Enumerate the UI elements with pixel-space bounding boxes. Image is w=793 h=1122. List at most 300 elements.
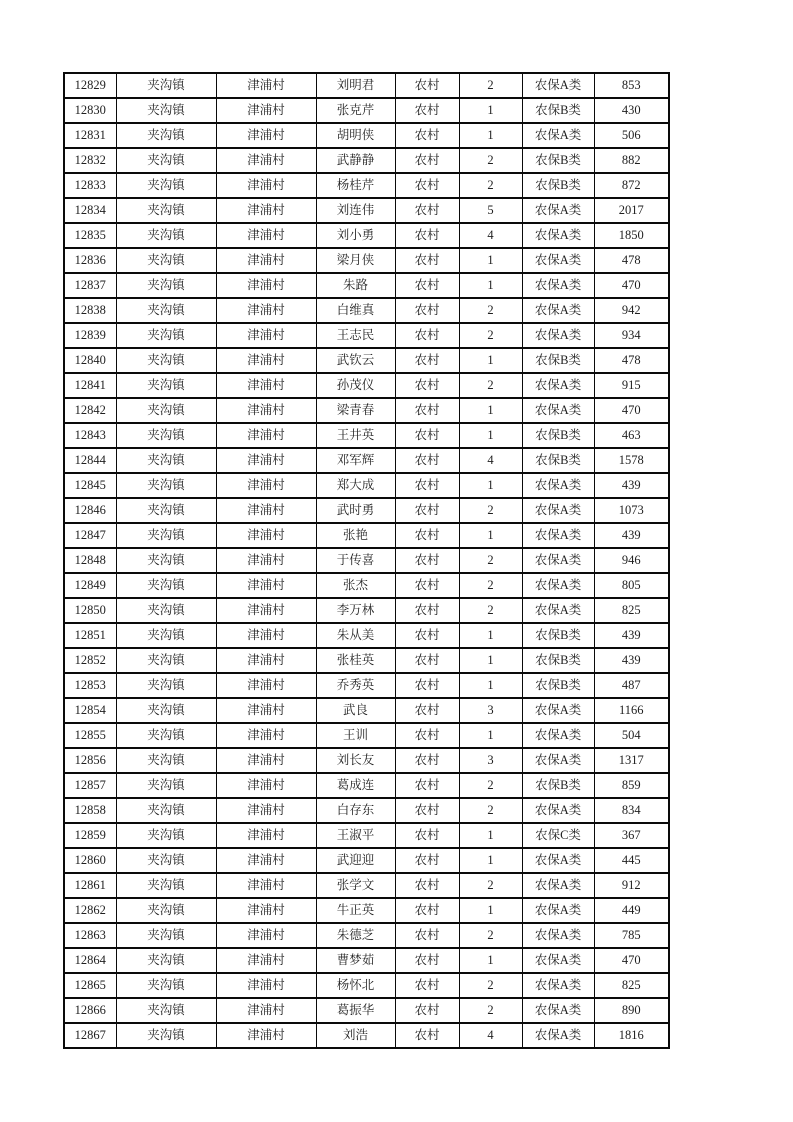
cell-residence: 农村 [395,248,459,273]
cell-category: 农保A类 [522,923,594,948]
table-row [64,623,669,648]
cell-category: 农保B类 [522,648,594,673]
cell-id: 12858 [64,798,116,823]
cell-persons: 2 [459,798,522,823]
cell-id: 12855 [64,723,116,748]
cell-amount: 882 [594,148,669,173]
table-row [64,948,669,973]
cell-name: 武良 [316,698,395,723]
table-row [64,98,669,123]
cell-amount: 942 [594,298,669,323]
cell-category: 农保A类 [522,973,594,998]
table-row [64,823,669,848]
cell-name: 李万林 [316,598,395,623]
cell-id: 12862 [64,898,116,923]
cell-persons: 2 [459,173,522,198]
cell-persons: 4 [459,1023,522,1048]
cell-town: 夹沟镇 [116,323,216,348]
cell-amount: 2017 [594,198,669,223]
cell-category: 农保A类 [522,948,594,973]
cell-amount: 1850 [594,223,669,248]
cell-name: 武时勇 [316,498,395,523]
cell-category: 农保B类 [522,98,594,123]
cell-persons: 1 [459,823,522,848]
cell-residence: 农村 [395,823,459,848]
cell-residence: 农村 [395,423,459,448]
table-row [64,548,669,573]
cell-persons: 2 [459,598,522,623]
cell-persons: 2 [459,973,522,998]
cell-amount: 890 [594,998,669,1023]
cell-town: 夹沟镇 [116,498,216,523]
cell-category: 农保B类 [522,173,594,198]
cell-amount: 912 [594,873,669,898]
cell-category: 农保B类 [522,148,594,173]
cell-residence: 农村 [395,223,459,248]
cell-category: 农保B类 [522,773,594,798]
cell-name: 曹梦茹 [316,948,395,973]
cell-town: 夹沟镇 [116,73,216,98]
cell-name: 白存东 [316,798,395,823]
cell-village: 津浦村 [216,623,316,648]
cell-residence: 农村 [395,273,459,298]
cell-name: 武迎迎 [316,848,395,873]
cell-id: 12866 [64,998,116,1023]
cell-town: 夹沟镇 [116,473,216,498]
cell-id: 12867 [64,1023,116,1048]
cell-id: 12847 [64,523,116,548]
table-row [64,848,669,873]
cell-category: 农保A类 [522,473,594,498]
cell-name: 葛成连 [316,773,395,798]
cell-category: 农保B类 [522,673,594,698]
table-row [64,1023,669,1048]
cell-town: 夹沟镇 [116,548,216,573]
table-body [64,73,669,1048]
table-row [64,573,669,598]
cell-amount: 785 [594,923,669,948]
cell-residence: 农村 [395,948,459,973]
cell-id: 12854 [64,698,116,723]
cell-amount: 1317 [594,748,669,773]
table-row [64,973,669,998]
cell-persons: 2 [459,148,522,173]
cell-village: 津浦村 [216,898,316,923]
table-row [64,323,669,348]
cell-persons: 1 [459,348,522,373]
table-row [64,473,669,498]
cell-village: 津浦村 [216,598,316,623]
cell-id: 12843 [64,423,116,448]
table-row [64,673,669,698]
cell-name: 于传喜 [316,548,395,573]
cell-residence: 农村 [395,573,459,598]
cell-town: 夹沟镇 [116,573,216,598]
cell-amount: 478 [594,248,669,273]
cell-town: 夹沟镇 [116,673,216,698]
cell-residence: 农村 [395,898,459,923]
cell-id: 12837 [64,273,116,298]
cell-amount: 1578 [594,448,669,473]
cell-persons: 2 [459,998,522,1023]
cell-amount: 915 [594,373,669,398]
cell-village: 津浦村 [216,548,316,573]
cell-name: 刘浩 [316,1023,395,1048]
cell-village: 津浦村 [216,98,316,123]
cell-persons: 2 [459,773,522,798]
cell-town: 夹沟镇 [116,348,216,373]
cell-village: 津浦村 [216,298,316,323]
cell-id: 12846 [64,498,116,523]
cell-town: 夹沟镇 [116,798,216,823]
cell-name: 张杰 [316,573,395,598]
cell-residence: 农村 [395,698,459,723]
cell-persons: 2 [459,323,522,348]
cell-persons: 1 [459,898,522,923]
cell-persons: 2 [459,373,522,398]
table-row [64,398,669,423]
cell-id: 12829 [64,73,116,98]
cell-town: 夹沟镇 [116,523,216,548]
cell-id: 12859 [64,823,116,848]
cell-village: 津浦村 [216,448,316,473]
cell-town: 夹沟镇 [116,823,216,848]
cell-town: 夹沟镇 [116,148,216,173]
table-row [64,448,669,473]
cell-amount: 1816 [594,1023,669,1048]
cell-village: 津浦村 [216,873,316,898]
cell-town: 夹沟镇 [116,248,216,273]
cell-name: 武静静 [316,148,395,173]
cell-name: 朱路 [316,273,395,298]
cell-name: 邓军辉 [316,448,395,473]
cell-persons: 2 [459,73,522,98]
cell-id: 12839 [64,323,116,348]
cell-village: 津浦村 [216,323,316,348]
cell-amount: 445 [594,848,669,873]
table-row [64,348,669,373]
cell-category: 农保A类 [522,848,594,873]
cell-town: 夹沟镇 [116,973,216,998]
table-row [64,598,669,623]
cell-persons: 5 [459,198,522,223]
cell-residence: 农村 [395,448,459,473]
cell-amount: 439 [594,648,669,673]
cell-residence: 农村 [395,923,459,948]
cell-category: 农保A类 [522,323,594,348]
cell-name: 刘明君 [316,73,395,98]
cell-amount: 439 [594,473,669,498]
cell-village: 津浦村 [216,73,316,98]
cell-category: 农保A类 [522,373,594,398]
cell-town: 夹沟镇 [116,748,216,773]
cell-category: 农保A类 [522,898,594,923]
cell-id: 12851 [64,623,116,648]
table-row [64,148,669,173]
cell-village: 津浦村 [216,823,316,848]
cell-id: 12856 [64,748,116,773]
cell-residence: 农村 [395,798,459,823]
cell-residence: 农村 [395,323,459,348]
cell-id: 12863 [64,923,116,948]
cell-village: 津浦村 [216,573,316,598]
cell-id: 12849 [64,573,116,598]
cell-residence: 农村 [395,623,459,648]
table-row [64,198,669,223]
cell-persons: 2 [459,498,522,523]
cell-residence: 农村 [395,748,459,773]
cell-amount: 872 [594,173,669,198]
cell-town: 夹沟镇 [116,773,216,798]
cell-residence: 农村 [395,98,459,123]
cell-name: 杨桂芹 [316,173,395,198]
cell-village: 津浦村 [216,523,316,548]
cell-amount: 805 [594,573,669,598]
cell-residence: 农村 [395,148,459,173]
cell-name: 杨怀北 [316,973,395,998]
cell-persons: 1 [459,248,522,273]
cell-id: 12840 [64,348,116,373]
cell-town: 夹沟镇 [116,198,216,223]
cell-amount: 463 [594,423,669,448]
cell-name: 王训 [316,723,395,748]
cell-persons: 1 [459,123,522,148]
cell-amount: 834 [594,798,669,823]
cell-id: 12842 [64,398,116,423]
cell-name: 刘小勇 [316,223,395,248]
table-row [64,423,669,448]
cell-village: 津浦村 [216,498,316,523]
cell-category: 农保A类 [522,723,594,748]
cell-residence: 农村 [395,498,459,523]
cell-id: 12852 [64,648,116,673]
cell-persons: 1 [459,848,522,873]
cell-town: 夹沟镇 [116,1023,216,1048]
cell-amount: 934 [594,323,669,348]
cell-category: 农保A类 [522,748,594,773]
cell-category: 农保A类 [522,798,594,823]
cell-residence: 农村 [395,173,459,198]
cell-village: 津浦村 [216,348,316,373]
cell-category: 农保A类 [522,198,594,223]
cell-town: 夹沟镇 [116,448,216,473]
cell-persons: 1 [459,673,522,698]
cell-persons: 1 [459,398,522,423]
cell-persons: 1 [459,623,522,648]
table-row [64,923,669,948]
cell-persons: 1 [459,723,522,748]
table-row [64,723,669,748]
table-row [64,498,669,523]
cell-amount: 478 [594,348,669,373]
cell-amount: 853 [594,73,669,98]
cell-id: 12833 [64,173,116,198]
cell-village: 津浦村 [216,698,316,723]
cell-category: 农保A类 [522,223,594,248]
cell-residence: 农村 [395,298,459,323]
cell-persons: 1 [459,473,522,498]
table-row [64,373,669,398]
cell-town: 夹沟镇 [116,998,216,1023]
cell-village: 津浦村 [216,473,316,498]
cell-category: 农保A类 [522,598,594,623]
cell-category: 农保A类 [522,1023,594,1048]
cell-id: 12841 [64,373,116,398]
cell-name: 孙茂仪 [316,373,395,398]
cell-amount: 946 [594,548,669,573]
cell-persons: 1 [459,648,522,673]
cell-name: 梁月侠 [316,248,395,273]
cell-id: 12850 [64,598,116,623]
cell-category: 农保A类 [522,998,594,1023]
cell-town: 夹沟镇 [116,848,216,873]
cell-village: 津浦村 [216,848,316,873]
cell-village: 津浦村 [216,398,316,423]
cell-amount: 487 [594,673,669,698]
cell-residence: 农村 [395,548,459,573]
cell-town: 夹沟镇 [116,223,216,248]
cell-persons: 3 [459,698,522,723]
cell-village: 津浦村 [216,373,316,398]
cell-residence: 农村 [395,398,459,423]
cell-village: 津浦村 [216,973,316,998]
cell-category: 农保A类 [522,123,594,148]
table-row [64,123,669,148]
cell-village: 津浦村 [216,123,316,148]
cell-category: 农保A类 [522,273,594,298]
cell-name: 白维真 [316,298,395,323]
cell-persons: 2 [459,923,522,948]
cell-village: 津浦村 [216,648,316,673]
cell-name: 牛正英 [316,898,395,923]
cell-town: 夹沟镇 [116,173,216,198]
cell-persons: 2 [459,873,522,898]
cell-village: 津浦村 [216,798,316,823]
cell-id: 12831 [64,123,116,148]
cell-residence: 农村 [395,473,459,498]
cell-amount: 470 [594,273,669,298]
cell-persons: 3 [459,748,522,773]
cell-residence: 农村 [395,773,459,798]
cell-residence: 农村 [395,848,459,873]
cell-persons: 2 [459,548,522,573]
cell-residence: 农村 [395,198,459,223]
cell-id: 12864 [64,948,116,973]
table-row [64,748,669,773]
cell-village: 津浦村 [216,148,316,173]
table-row [64,273,669,298]
cell-name: 刘长友 [316,748,395,773]
cell-amount: 825 [594,598,669,623]
cell-village: 津浦村 [216,223,316,248]
cell-id: 12844 [64,448,116,473]
cell-amount: 430 [594,98,669,123]
cell-amount: 439 [594,523,669,548]
cell-name: 朱德芝 [316,923,395,948]
cell-village: 津浦村 [216,248,316,273]
table-row [64,223,669,248]
cell-residence: 农村 [395,873,459,898]
cell-name: 刘连伟 [316,198,395,223]
cell-name: 武钦云 [316,348,395,373]
cell-residence: 农村 [395,73,459,98]
table-row [64,523,669,548]
cell-category: 农保A类 [522,498,594,523]
cell-village: 津浦村 [216,198,316,223]
cell-town: 夹沟镇 [116,123,216,148]
cell-name: 张克芹 [316,98,395,123]
cell-category: 农保A类 [522,248,594,273]
cell-amount: 506 [594,123,669,148]
cell-category: 农保A类 [522,398,594,423]
cell-village: 津浦村 [216,423,316,448]
cell-town: 夹沟镇 [116,423,216,448]
cell-town: 夹沟镇 [116,398,216,423]
cell-id: 12857 [64,773,116,798]
cell-persons: 2 [459,573,522,598]
table-row [64,173,669,198]
cell-residence: 农村 [395,723,459,748]
cell-village: 津浦村 [216,773,316,798]
cell-category: 农保B类 [522,423,594,448]
cell-persons: 1 [459,273,522,298]
cell-village: 津浦村 [216,273,316,298]
cell-town: 夹沟镇 [116,923,216,948]
cell-id: 12848 [64,548,116,573]
cell-category: 农保A类 [522,73,594,98]
cell-id: 12865 [64,973,116,998]
cell-id: 12838 [64,298,116,323]
cell-persons: 4 [459,448,522,473]
cell-persons: 4 [459,223,522,248]
table-row [64,698,669,723]
cell-category: 农保B类 [522,623,594,648]
cell-id: 12834 [64,198,116,223]
cell-village: 津浦村 [216,723,316,748]
cell-name: 张艳 [316,523,395,548]
table-row [64,73,669,98]
cell-amount: 859 [594,773,669,798]
cell-name: 乔秀英 [316,673,395,698]
cell-amount: 470 [594,948,669,973]
beneficiary-table [63,72,670,1049]
cell-name: 朱从美 [316,623,395,648]
cell-name: 张学文 [316,873,395,898]
cell-town: 夹沟镇 [116,373,216,398]
cell-category: 农保C类 [522,823,594,848]
cell-id: 12861 [64,873,116,898]
cell-id: 12830 [64,98,116,123]
cell-category: 农保A类 [522,573,594,598]
table-row [64,648,669,673]
cell-residence: 农村 [395,648,459,673]
cell-persons: 1 [459,948,522,973]
cell-id: 12832 [64,148,116,173]
cell-category: 农保A类 [522,523,594,548]
cell-town: 夹沟镇 [116,723,216,748]
cell-persons: 1 [459,523,522,548]
table-row [64,998,669,1023]
cell-category: 农保B类 [522,348,594,373]
cell-amount: 504 [594,723,669,748]
cell-town: 夹沟镇 [116,698,216,723]
cell-category: 农保A类 [522,548,594,573]
cell-amount: 1166 [594,698,669,723]
cell-amount: 1073 [594,498,669,523]
cell-residence: 农村 [395,1023,459,1048]
cell-village: 津浦村 [216,748,316,773]
cell-town: 夹沟镇 [116,298,216,323]
